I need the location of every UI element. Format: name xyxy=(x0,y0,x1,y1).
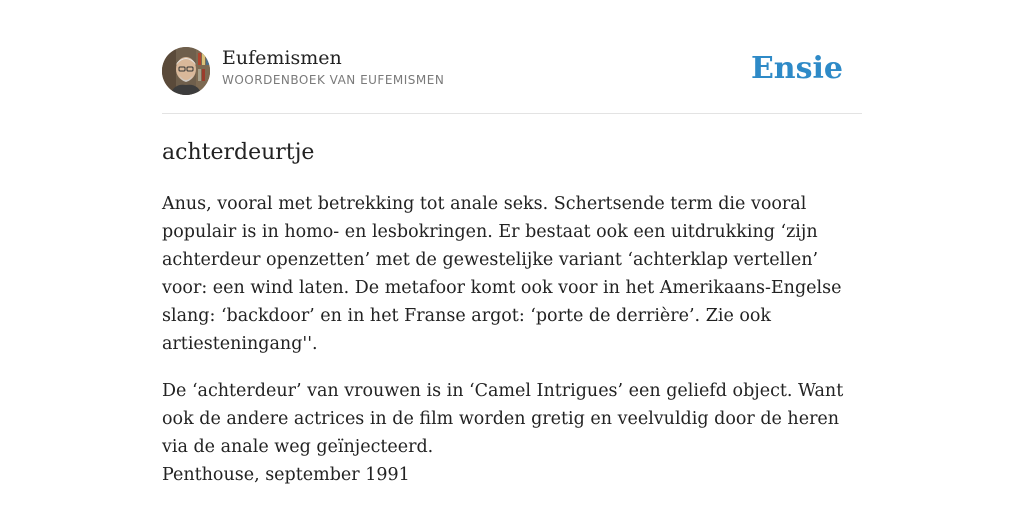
page-container xyxy=(162,0,862,485)
site-title[interactable]: Eufemismen xyxy=(222,47,342,69)
entry-term: achterdeurtje xyxy=(162,140,315,165)
avatar[interactable] xyxy=(162,47,210,95)
entry-source: Penthouse, september 1991 xyxy=(162,465,410,485)
avatar-portrait-icon xyxy=(162,47,210,95)
definition-paragraph: Anus, vooral met betrekking tot anale seks. Schertsende term die vooral populair is in homo- en lesbokringen. Er bestaat ook een uitdrukking ‘zijn achterdeur openzetten’ met de gewestelijke variant ‘achterklap vertellen’ voor: een wind laten. De metafoor komt ook voor in het Amerikaans-Engelse slang: ‘backdoor’ en in het Franse argot: ‘porte de derrière’. Zie ook artiesteningang''. xyxy=(162,194,842,354)
header xyxy=(162,0,862,114)
title-block xyxy=(222,46,444,88)
site-subtitle: WOORDENBOEK VAN EUFEMISMEN xyxy=(222,73,445,87)
definition-paragraph: De ‘achterdeur’ van vrouwen is in ‘Camel Intrigues’ een geliefd object. Want ook de andere actrices in de film worden gretig en veelvuldig door de heren via de anale weg geïnjecteerd. xyxy=(162,381,844,457)
ensie-logo[interactable]: Ensie xyxy=(750,51,843,86)
entry-definition xyxy=(162,190,862,480)
